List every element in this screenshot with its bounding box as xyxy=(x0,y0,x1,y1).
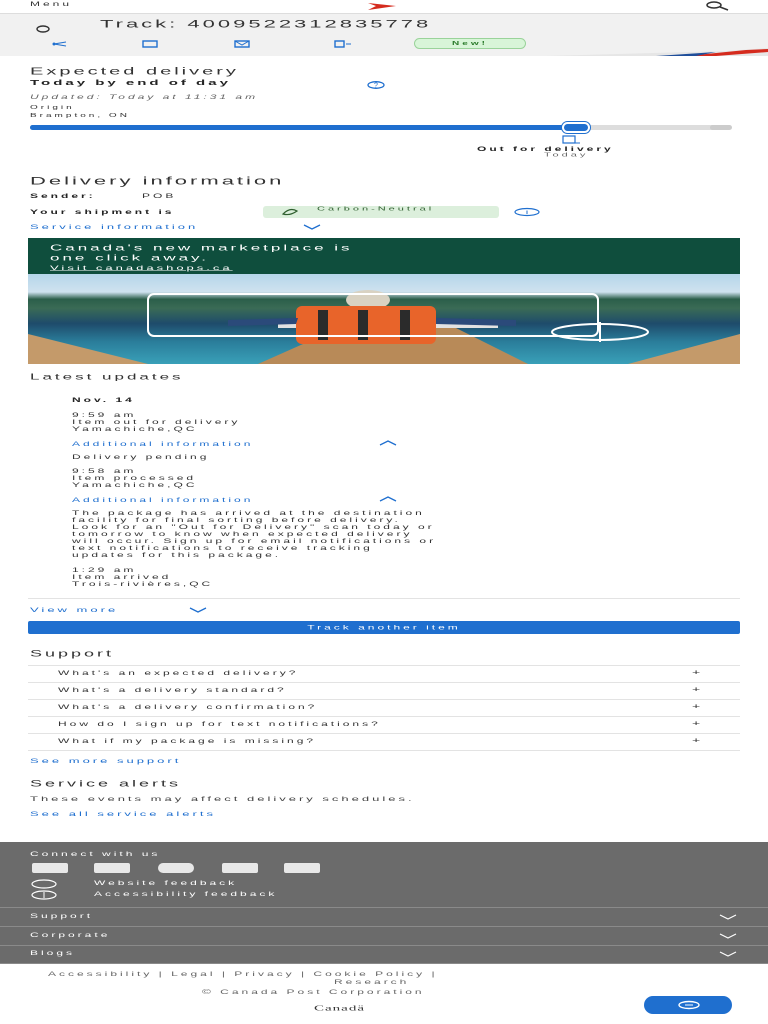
faq-question[interactable]: What's a delivery confirmation? xyxy=(58,703,318,711)
promo-image xyxy=(28,274,740,364)
top-nav-bar xyxy=(0,0,768,14)
expected-delivery-date: Today by end of day xyxy=(30,78,231,87)
menu-button[interactable]: Menu xyxy=(30,0,73,8)
delivery-info-heading: Delivery information xyxy=(30,174,285,187)
event-detail: The package has arrived at the destination xyxy=(72,509,425,517)
origin-value: Brampton, ON xyxy=(30,112,130,119)
chevron-down-icon[interactable] xyxy=(300,223,324,231)
service-alerts-text: These events may affect delivery schedules. xyxy=(30,794,415,803)
print-icon[interactable] xyxy=(140,40,160,48)
latest-updates-heading: Latest updates xyxy=(30,372,184,382)
help-icon[interactable] xyxy=(366,81,386,89)
faq-question[interactable]: What if my package is missing? xyxy=(58,737,317,745)
chevron-down-icon[interactable] xyxy=(186,606,210,614)
event-location: Yamachiche,QC xyxy=(72,481,198,489)
linkedin-icon[interactable] xyxy=(222,863,258,873)
divider xyxy=(28,598,740,599)
search-icon[interactable] xyxy=(704,1,732,11)
expand-plus-icon[interactable]: + xyxy=(692,702,704,710)
see-all-service-alerts-link[interactable]: See all service alerts xyxy=(30,809,216,818)
share-icon[interactable] xyxy=(50,40,70,48)
chevron-down-icon[interactable] xyxy=(716,933,740,939)
event-status: Item processed xyxy=(72,474,197,482)
event-location: Trois-rivières,QC xyxy=(72,580,214,588)
updated-timestamp: Updated: Today at 11:31 am xyxy=(30,93,259,101)
canoe-photo xyxy=(28,274,740,364)
expand-plus-icon[interactable]: + xyxy=(692,719,704,727)
chat-icon xyxy=(676,1000,702,1010)
divider xyxy=(28,733,740,734)
promo-title-line2: one click away. xyxy=(50,253,210,263)
event-detail: Delivery pending xyxy=(72,453,210,461)
delivery-status-sub: Today xyxy=(544,152,589,158)
divider xyxy=(0,926,768,927)
package-icon xyxy=(36,25,50,33)
event-detail: text notifications to receive tracking xyxy=(72,544,373,552)
promo-link[interactable]: Visit canadashops.ca xyxy=(50,263,233,272)
new-badge: New! xyxy=(414,38,526,49)
track-another-item-button[interactable]: Track another item xyxy=(28,621,740,634)
expand-plus-icon[interactable]: + xyxy=(692,668,704,676)
faq-question[interactable]: How do I sign up for text notifications? xyxy=(58,720,381,728)
chevron-down-icon[interactable] xyxy=(716,914,740,920)
additional-information-link[interactable]: Additional information xyxy=(72,440,254,448)
delivery-progress-marker xyxy=(562,122,590,133)
divider xyxy=(28,716,740,717)
promo-title-line1: Canada's new marketplace is xyxy=(50,243,353,253)
event-detail: tomorrow to know when expected delivery xyxy=(72,530,413,538)
brand-swoosh xyxy=(546,48,768,56)
event-detail: facility for final sorting before delivery. xyxy=(72,516,401,524)
chevron-up-icon[interactable] xyxy=(376,496,400,502)
divider xyxy=(28,699,740,700)
support-heading: Support xyxy=(30,648,115,659)
event-status: Item arrived xyxy=(72,573,172,581)
origin-label: Origin xyxy=(30,104,75,111)
additional-information-link[interactable]: Additional information xyxy=(72,496,254,504)
divider xyxy=(0,945,768,946)
event-time: 9:58 am xyxy=(72,467,137,475)
tracking-title: Track: 4009522312835778 xyxy=(100,17,432,30)
delivery-progress-fill xyxy=(30,125,576,130)
event-detail: will occur. Sign up for email notifications or xyxy=(72,537,437,545)
footer-section-corporate[interactable]: Corporate xyxy=(30,931,111,939)
promo-banner[interactable] xyxy=(28,238,740,364)
service-alerts-heading: Service alerts xyxy=(30,778,182,789)
info-icon[interactable] xyxy=(513,207,541,217)
event-location: Yamachiche,QC xyxy=(72,425,198,433)
divider xyxy=(28,750,740,751)
event-status: Item out for delivery xyxy=(72,418,241,426)
expand-plus-icon[interactable]: + xyxy=(692,685,704,693)
expand-plus-icon[interactable]: + xyxy=(692,736,704,744)
delivery-progress-bar xyxy=(30,125,730,130)
event-detail: Look for an "Out for Delivery" scan today or xyxy=(72,523,435,531)
event-time: 1:29 am xyxy=(72,566,137,574)
accessibility-feedback-link[interactable]: Accessibility feedback xyxy=(94,890,278,898)
legal-bar xyxy=(0,964,768,1024)
faq-question[interactable]: What's an expected delivery? xyxy=(58,669,299,677)
event-detail: updates for this package. xyxy=(72,551,282,559)
mobile-notifications-icon[interactable] xyxy=(332,40,354,48)
sender-value: POB xyxy=(142,192,177,200)
youtube-icon[interactable] xyxy=(284,863,320,873)
footer-section-support[interactable]: Support xyxy=(30,912,94,920)
copyright: © Canada Post Corporation xyxy=(202,988,425,996)
shipment-label: Your shipment is xyxy=(30,208,175,216)
facebook-icon[interactable] xyxy=(32,863,68,873)
view-more-link[interactable]: View more xyxy=(30,605,119,614)
website-feedback-icon xyxy=(30,879,58,889)
connect-with-us: Connect with us xyxy=(30,850,161,858)
canada-post-logo[interactable] xyxy=(366,1,400,12)
out-for-delivery-truck-icon xyxy=(560,135,582,145)
sender-label: Sender: xyxy=(30,192,96,200)
divider xyxy=(0,907,768,908)
footer-section-blogs[interactable]: Blogs xyxy=(30,949,76,957)
legal-links[interactable]: Accessibility | Legal | Privacy | Cookie Policy | xyxy=(48,970,438,978)
website-feedback-link[interactable]: Website feedback xyxy=(94,879,238,887)
chevron-down-icon[interactable] xyxy=(716,951,740,957)
service-information-link[interactable]: Service information xyxy=(30,222,199,231)
delivery-progress-end xyxy=(710,125,732,130)
divider xyxy=(28,665,740,666)
delivery-status-title: Out for delivery xyxy=(477,145,614,153)
tracking-header xyxy=(0,14,768,56)
chat-button[interactable] xyxy=(644,996,732,1014)
event-time: 9:59 am xyxy=(72,411,137,419)
svg-text:?: ? xyxy=(374,82,378,89)
update-date: Nov. 14 xyxy=(72,396,135,404)
accessibility-icon xyxy=(30,890,58,900)
twitter-icon[interactable] xyxy=(94,863,130,873)
leaf-icon xyxy=(281,208,299,216)
expected-delivery-heading: Expected delivery xyxy=(30,65,239,77)
divider xyxy=(28,682,740,683)
see-more-support-link[interactable]: See more support xyxy=(30,756,182,765)
email-icon[interactable] xyxy=(232,40,252,48)
research-link[interactable]: Research xyxy=(334,978,410,986)
faq-question[interactable]: What's a delivery standard? xyxy=(58,686,287,694)
chevron-up-icon[interactable] xyxy=(376,440,400,446)
carbon-neutral-badge: Carbon-Neutral xyxy=(263,206,499,218)
canada-wordmark: Canadä xyxy=(314,1004,365,1013)
instagram-icon[interactable] xyxy=(158,863,194,873)
